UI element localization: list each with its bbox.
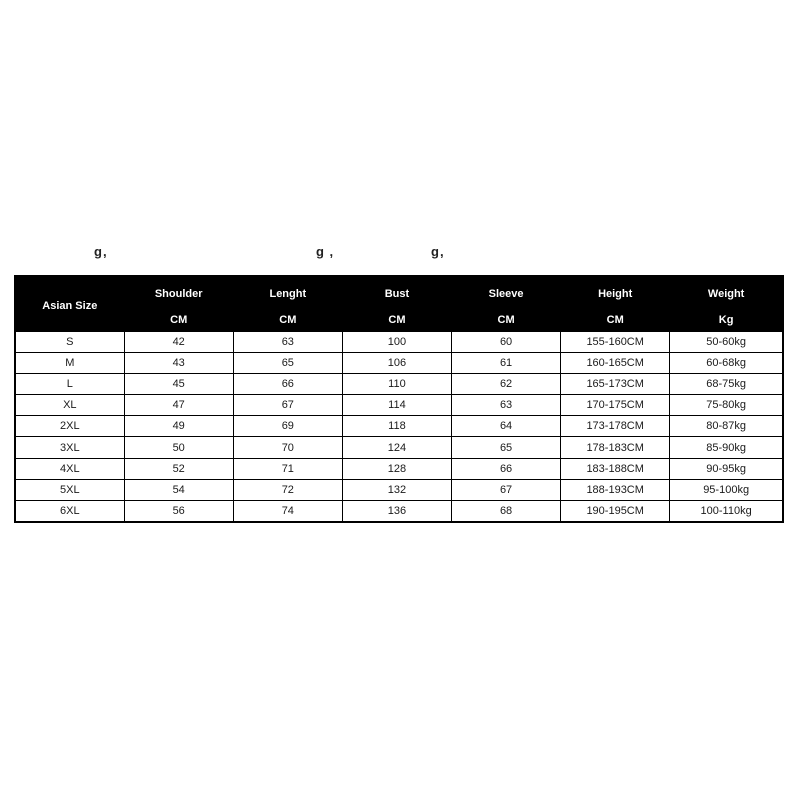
measurement-cell: 100 [342, 332, 451, 353]
measurement-cell: 65 [233, 353, 342, 374]
measurement-cell: 100-110kg [670, 500, 783, 522]
measurement-cell: 173-178CM [561, 416, 670, 437]
measurement-cell: 75-80kg [670, 395, 783, 416]
column-unit: CM [561, 308, 670, 332]
measurement-cell: 61 [452, 353, 561, 374]
measurement-cell: 60-68kg [670, 353, 783, 374]
measurement-cell: 170-175CM [561, 395, 670, 416]
measurement-cell: 54 [124, 479, 233, 500]
measurement-cell: 118 [342, 416, 451, 437]
table-row [15, 458, 783, 479]
table-row [15, 416, 783, 437]
measurement-cell: 49 [124, 416, 233, 437]
column-header: Weight [670, 276, 783, 308]
measurement-cell: 42 [124, 332, 233, 353]
measurement-cell: 72 [233, 479, 342, 500]
asian-size-header: Asian Size [15, 276, 124, 332]
measurement-cell: 128 [342, 458, 451, 479]
size-cell: S [15, 332, 124, 353]
cropped-text-fragment: g , [316, 248, 335, 259]
measurement-cell: 106 [342, 353, 451, 374]
measurement-cell: 155-160CM [561, 332, 670, 353]
measurement-cell: 66 [452, 458, 561, 479]
measurement-cell: 80-87kg [670, 416, 783, 437]
size-cell: 4XL [15, 458, 124, 479]
size-cell: L [15, 374, 124, 395]
table-row [15, 395, 783, 416]
column-header: Bust [342, 276, 451, 308]
size-cell: 6XL [15, 500, 124, 522]
measurement-cell: 114 [342, 395, 451, 416]
measurement-cell: 50-60kg [670, 332, 783, 353]
measurement-cell: 74 [233, 500, 342, 522]
column-header: Shoulder [124, 276, 233, 308]
measurement-cell: 68-75kg [670, 374, 783, 395]
column-unit: CM [233, 308, 342, 332]
table-row [15, 437, 783, 458]
column-unit: Kg [670, 308, 783, 332]
measurement-cell: 67 [452, 479, 561, 500]
size-cell: 2XL [15, 416, 124, 437]
measurement-cell: 56 [124, 500, 233, 522]
header-row-names [15, 276, 783, 308]
measurement-cell: 136 [342, 500, 451, 522]
measurement-cell: 70 [233, 437, 342, 458]
measurement-cell: 63 [233, 332, 342, 353]
measurement-cell: 132 [342, 479, 451, 500]
measurement-cell: 190-195CM [561, 500, 670, 522]
column-header: Lenght [233, 276, 342, 308]
header-row-units [15, 308, 783, 332]
measurement-cell: 178-183CM [561, 437, 670, 458]
size-cell: 5XL [15, 479, 124, 500]
measurement-cell: 160-165CM [561, 353, 670, 374]
measurement-cell: 71 [233, 458, 342, 479]
measurement-cell: 68 [452, 500, 561, 522]
measurement-cell: 95-100kg [670, 479, 783, 500]
column-header: Height [561, 276, 670, 308]
measurement-cell: 67 [233, 395, 342, 416]
measurement-cell: 52 [124, 458, 233, 479]
measurement-cell: 183-188CM [561, 458, 670, 479]
measurement-cell: 47 [124, 395, 233, 416]
measurement-cell: 62 [452, 374, 561, 395]
size-chart-table [14, 275, 784, 523]
measurement-cell: 165-173CM [561, 374, 670, 395]
table-row [15, 479, 783, 500]
cropped-text-fragment: g, [94, 248, 108, 259]
measurement-cell: 85-90kg [670, 437, 783, 458]
table-body [15, 332, 783, 523]
table-row [15, 332, 783, 353]
measurement-cell: 60 [452, 332, 561, 353]
table-row [15, 500, 783, 522]
column-unit: CM [452, 308, 561, 332]
cropped-text-fragment: g, [431, 248, 445, 259]
size-cell: 3XL [15, 437, 124, 458]
size-cell: XL [15, 395, 124, 416]
measurement-cell: 63 [452, 395, 561, 416]
column-header: Sleeve [452, 276, 561, 308]
measurement-cell: 65 [452, 437, 561, 458]
table-row [15, 353, 783, 374]
measurement-cell: 124 [342, 437, 451, 458]
measurement-cell: 188-193CM [561, 479, 670, 500]
measurement-cell: 45 [124, 374, 233, 395]
measurement-cell: 66 [233, 374, 342, 395]
measurement-cell: 69 [233, 416, 342, 437]
measurement-cell: 90-95kg [670, 458, 783, 479]
size-cell: M [15, 353, 124, 374]
column-unit: CM [342, 308, 451, 332]
table-row [15, 374, 783, 395]
table-header [15, 276, 783, 332]
measurement-cell: 64 [452, 416, 561, 437]
measurement-cell: 50 [124, 437, 233, 458]
measurement-cell: 43 [124, 353, 233, 374]
measurement-cell: 110 [342, 374, 451, 395]
column-unit: CM [124, 308, 233, 332]
